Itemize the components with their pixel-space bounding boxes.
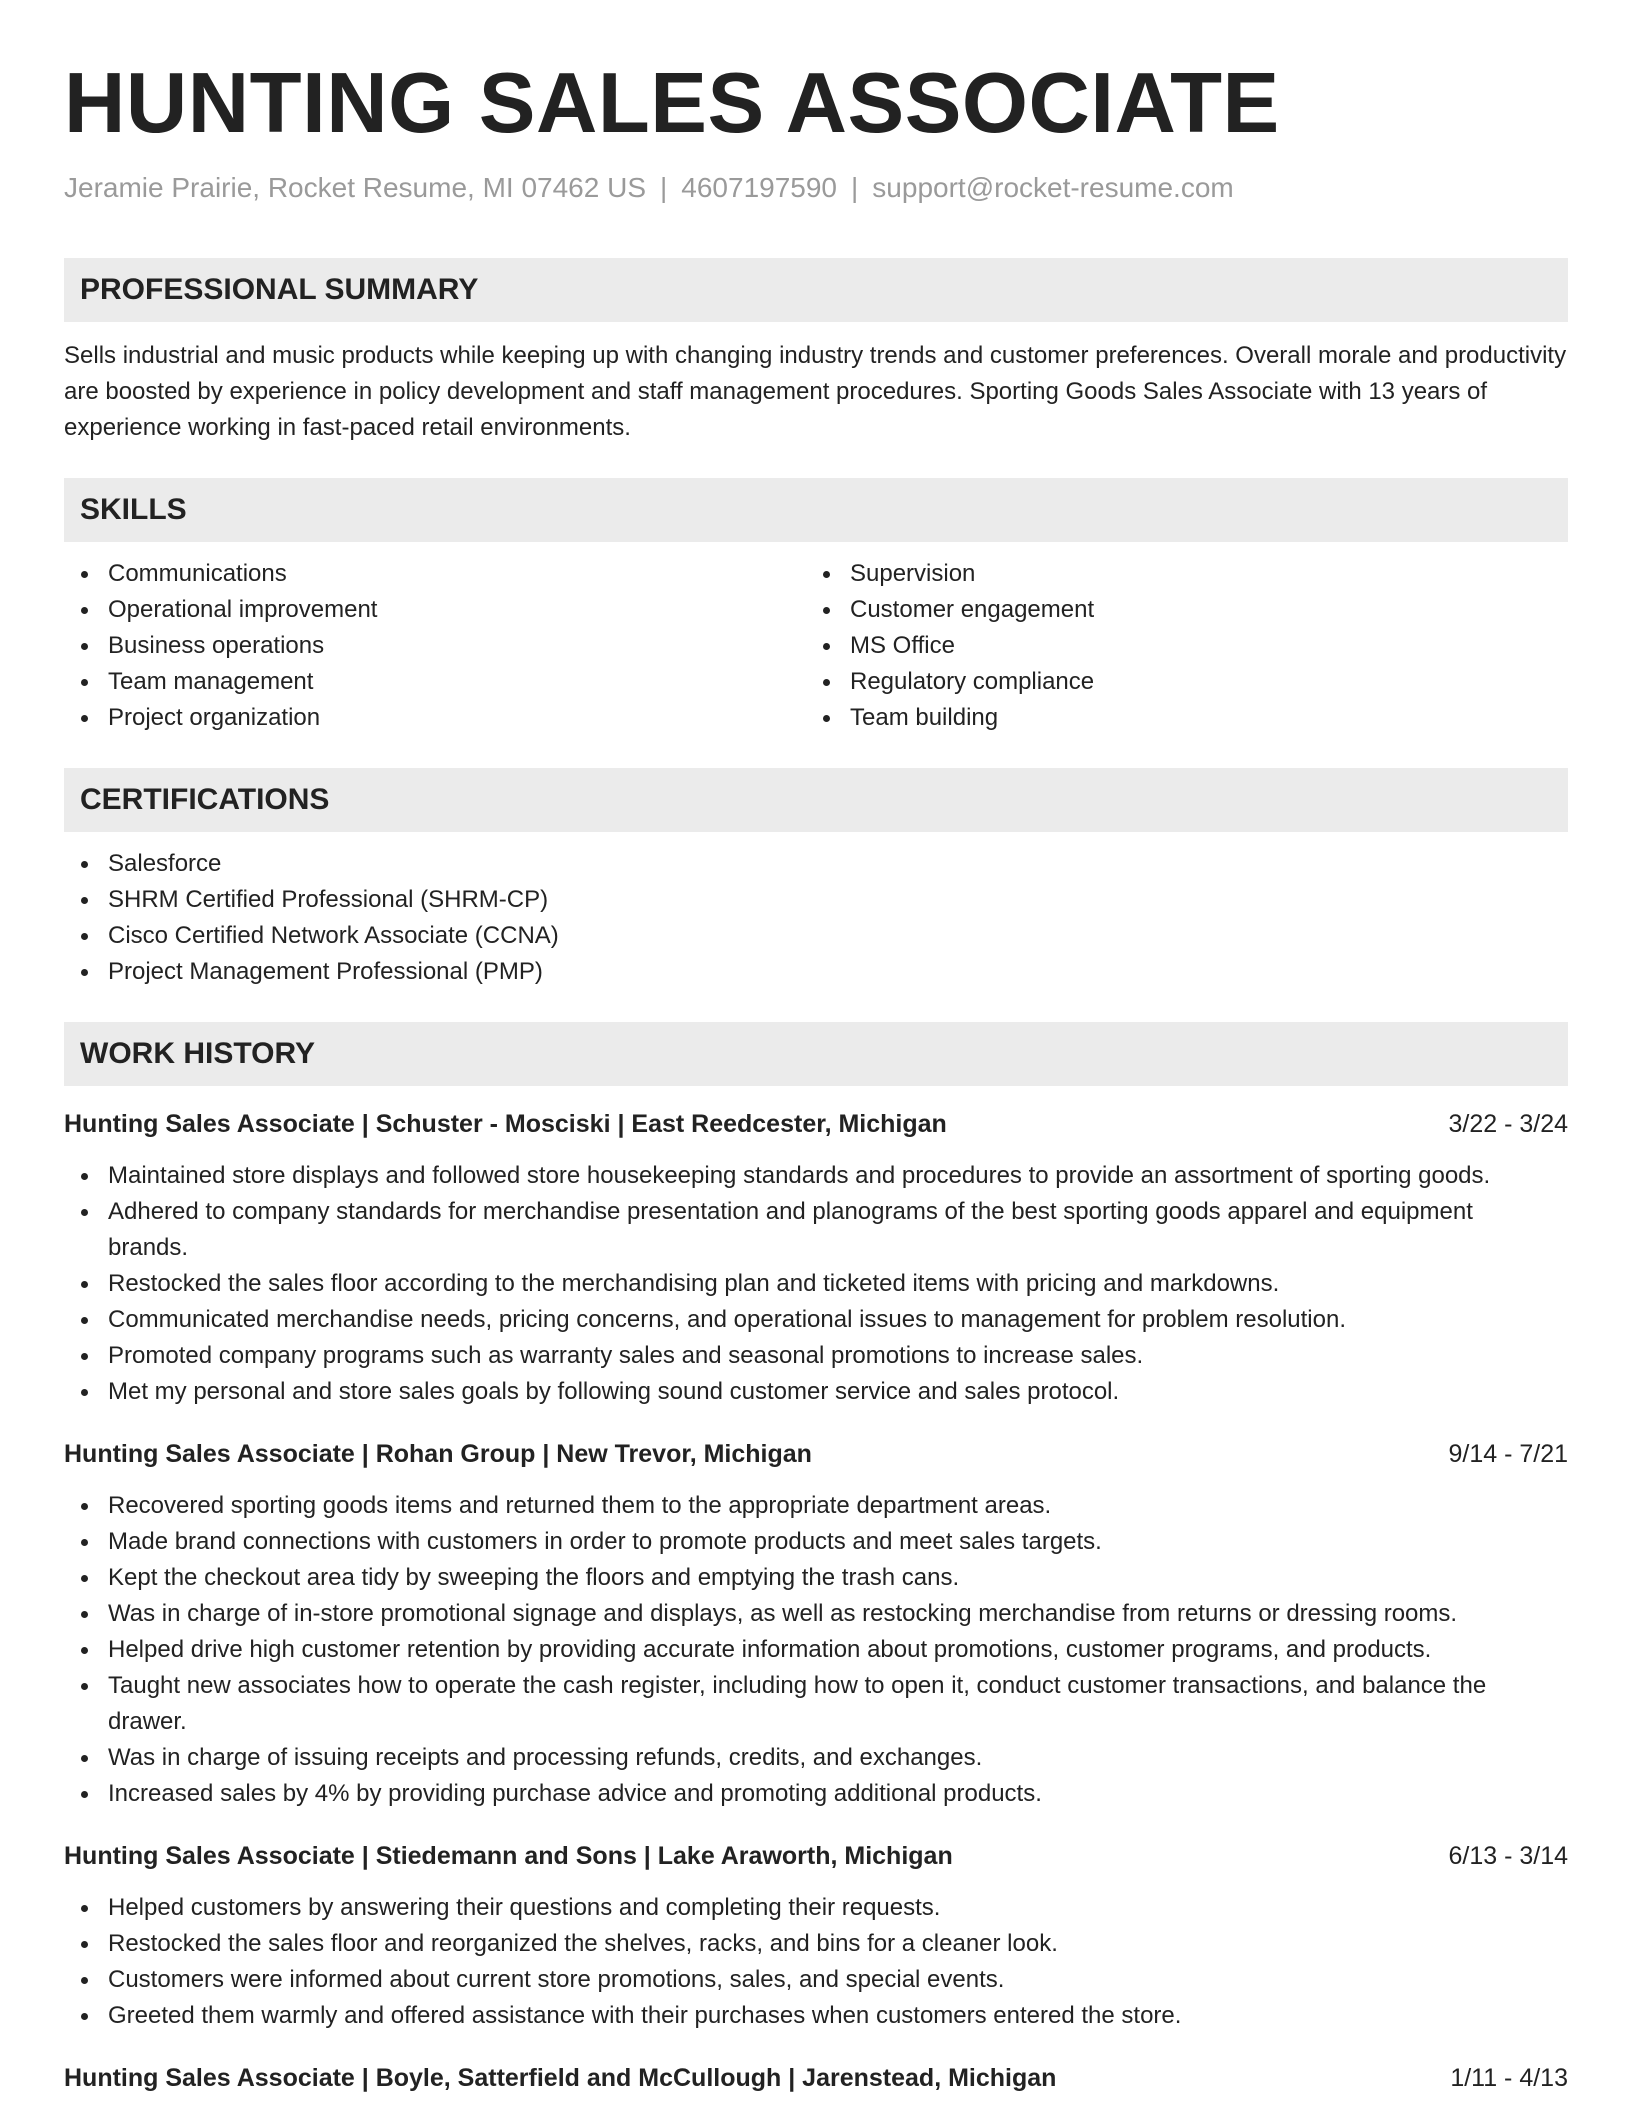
job-dates: 3/22 - 3/24 xyxy=(1448,1110,1568,1138)
job-entry xyxy=(64,1838,1568,2034)
job-bullet: Restocked the sales floor according to the merchandising plan and ticketed items with pricing and markdowns. xyxy=(64,1266,1568,1302)
job-bullet: Increased sales by 4% by providing purchase advice and promoting additional products. xyxy=(64,1776,1568,1812)
job-bullet: Was in charge of in-store promotional signage and displays, as well as restocking merchandise from returns or dressing rooms. xyxy=(64,1596,1568,1632)
job-header xyxy=(64,1106,1568,1142)
job-bullet: Greeted them warmly and offered assistance with their purchases when customers entered the store. xyxy=(64,1998,1568,2034)
job-title: Hunting Sales Associate | Stiedemann and Sons | Lake Araworth, Michigan xyxy=(64,1842,953,1870)
email: support@rocket-resume.com xyxy=(872,172,1234,203)
certification-item: Project Management Professional (PMP) xyxy=(64,954,1568,990)
job-bullet: Was in charge of issuing receipts and processing refunds, credits, and exchanges. xyxy=(64,1740,1568,1776)
section-heading-summary: PROFESSIONAL SUMMARY xyxy=(64,258,1568,322)
job-title: Hunting Sales Associate | Schuster - Mosciski | East Reedcester, Michigan xyxy=(64,1110,947,1138)
skill-item: Communications xyxy=(64,556,806,592)
skill-item: Supervision xyxy=(806,556,1548,592)
job-bullet: Kept the checkout area tidy by sweeping the floors and emptying the trash cans. xyxy=(64,1560,1568,1596)
skills-list-left xyxy=(64,556,806,736)
job-header xyxy=(64,2060,1568,2096)
job-header xyxy=(64,1838,1568,1874)
job-entry xyxy=(64,2060,1568,2096)
job-bullet: Restocked the sales floor and reorganized the shelves, racks, and bins for a cleaner look. xyxy=(64,1926,1568,1962)
job-dates: 6/13 - 3/14 xyxy=(1448,1842,1568,1870)
skills-grid xyxy=(64,556,1568,736)
job-bullet: Made brand connections with customers in order to promote products and meet sales targets. xyxy=(64,1524,1568,1560)
skill-item: Customer engagement xyxy=(806,592,1548,628)
resume-title: HUNTING SALES ASSOCIATE xyxy=(64,56,1280,151)
skill-item: Business operations xyxy=(64,628,806,664)
job-title: Hunting Sales Associate | Rohan Group | New Trevor, Michigan xyxy=(64,1440,812,1468)
job-bullet: Customers were informed about current store promotions, sales, and special events. xyxy=(64,1962,1568,1998)
separator: | xyxy=(851,172,859,203)
job-entry xyxy=(64,1106,1568,1410)
job-bullet: Helped drive high customer retention by providing accurate information about promotions, customer programs, and products. xyxy=(64,1632,1568,1668)
skill-item: Regulatory compliance xyxy=(806,664,1548,700)
certification-item: SHRM Certified Professional (SHRM-CP) xyxy=(64,882,1568,918)
section-heading-certifications: CERTIFICATIONS xyxy=(64,768,1568,832)
certifications-list xyxy=(64,846,1568,990)
skill-item: Operational improvement xyxy=(64,592,806,628)
skill-item: MS Office xyxy=(806,628,1548,664)
summary-text: Sells industrial and music products while keeping up with changing industry trends and customer preferences. Overall morale and productivity are boosted by experience in policy development and staff management procedures. Sporting Goods Sales Associate with 13 years of experience working in fast-paced retail environments. xyxy=(64,342,1567,441)
job-bullets xyxy=(64,1158,1568,1410)
phone: 4607197590 xyxy=(681,172,838,203)
job-dates: 9/14 - 7/21 xyxy=(1448,1440,1568,1468)
certification-item: Cisco Certified Network Associate (CCNA) xyxy=(64,918,1568,954)
separator: | xyxy=(660,172,668,203)
section-heading-skills: SKILLS xyxy=(64,478,1568,542)
job-bullets xyxy=(64,1488,1568,1812)
job-entry xyxy=(64,1436,1568,1812)
job-bullet: Helped customers by answering their questions and completing their requests. xyxy=(64,1890,1568,1926)
certification-item: Salesforce xyxy=(64,846,1568,882)
job-bullet: Promoted company programs such as warranty sales and seasonal promotions to increase sales. xyxy=(64,1338,1568,1374)
job-dates: 1/11 - 4/13 xyxy=(1450,2064,1568,2092)
skill-item: Team management xyxy=(64,664,806,700)
skill-item: Team building xyxy=(806,700,1548,736)
section-heading-work-history: WORK HISTORY xyxy=(64,1022,1568,1086)
job-header xyxy=(64,1436,1568,1472)
job-bullet: Met my personal and store sales goals by following sound customer service and sales protocol. xyxy=(64,1374,1568,1410)
skill-item: Project organization xyxy=(64,700,806,736)
job-bullet: Communicated merchandise needs, pricing concerns, and operational issues to management for problem resolution. xyxy=(64,1302,1568,1338)
contact-line xyxy=(64,170,1568,206)
address: Jeramie Prairie, Rocket Resume, MI 07462 US xyxy=(64,172,646,203)
job-title: Hunting Sales Associate | Boyle, Satterfield and McCullough | Jarenstead, Michigan xyxy=(64,2064,1057,2092)
resume-page xyxy=(64,0,1568,2096)
skills-list-right xyxy=(806,556,1548,736)
job-bullet: Recovered sporting goods items and returned them to the appropriate department areas. xyxy=(64,1488,1568,1524)
job-bullet: Taught new associates how to operate the cash register, including how to open it, conduct customer transactions, and balance the drawer. xyxy=(64,1668,1568,1740)
job-bullet: Adhered to company standards for merchandise presentation and planograms of the best sporting goods apparel and equipment brands. xyxy=(64,1194,1568,1266)
job-bullet: Maintained store displays and followed store housekeeping standards and procedures to provide an assortment of sporting goods. xyxy=(64,1158,1568,1194)
job-bullets xyxy=(64,1890,1568,2034)
